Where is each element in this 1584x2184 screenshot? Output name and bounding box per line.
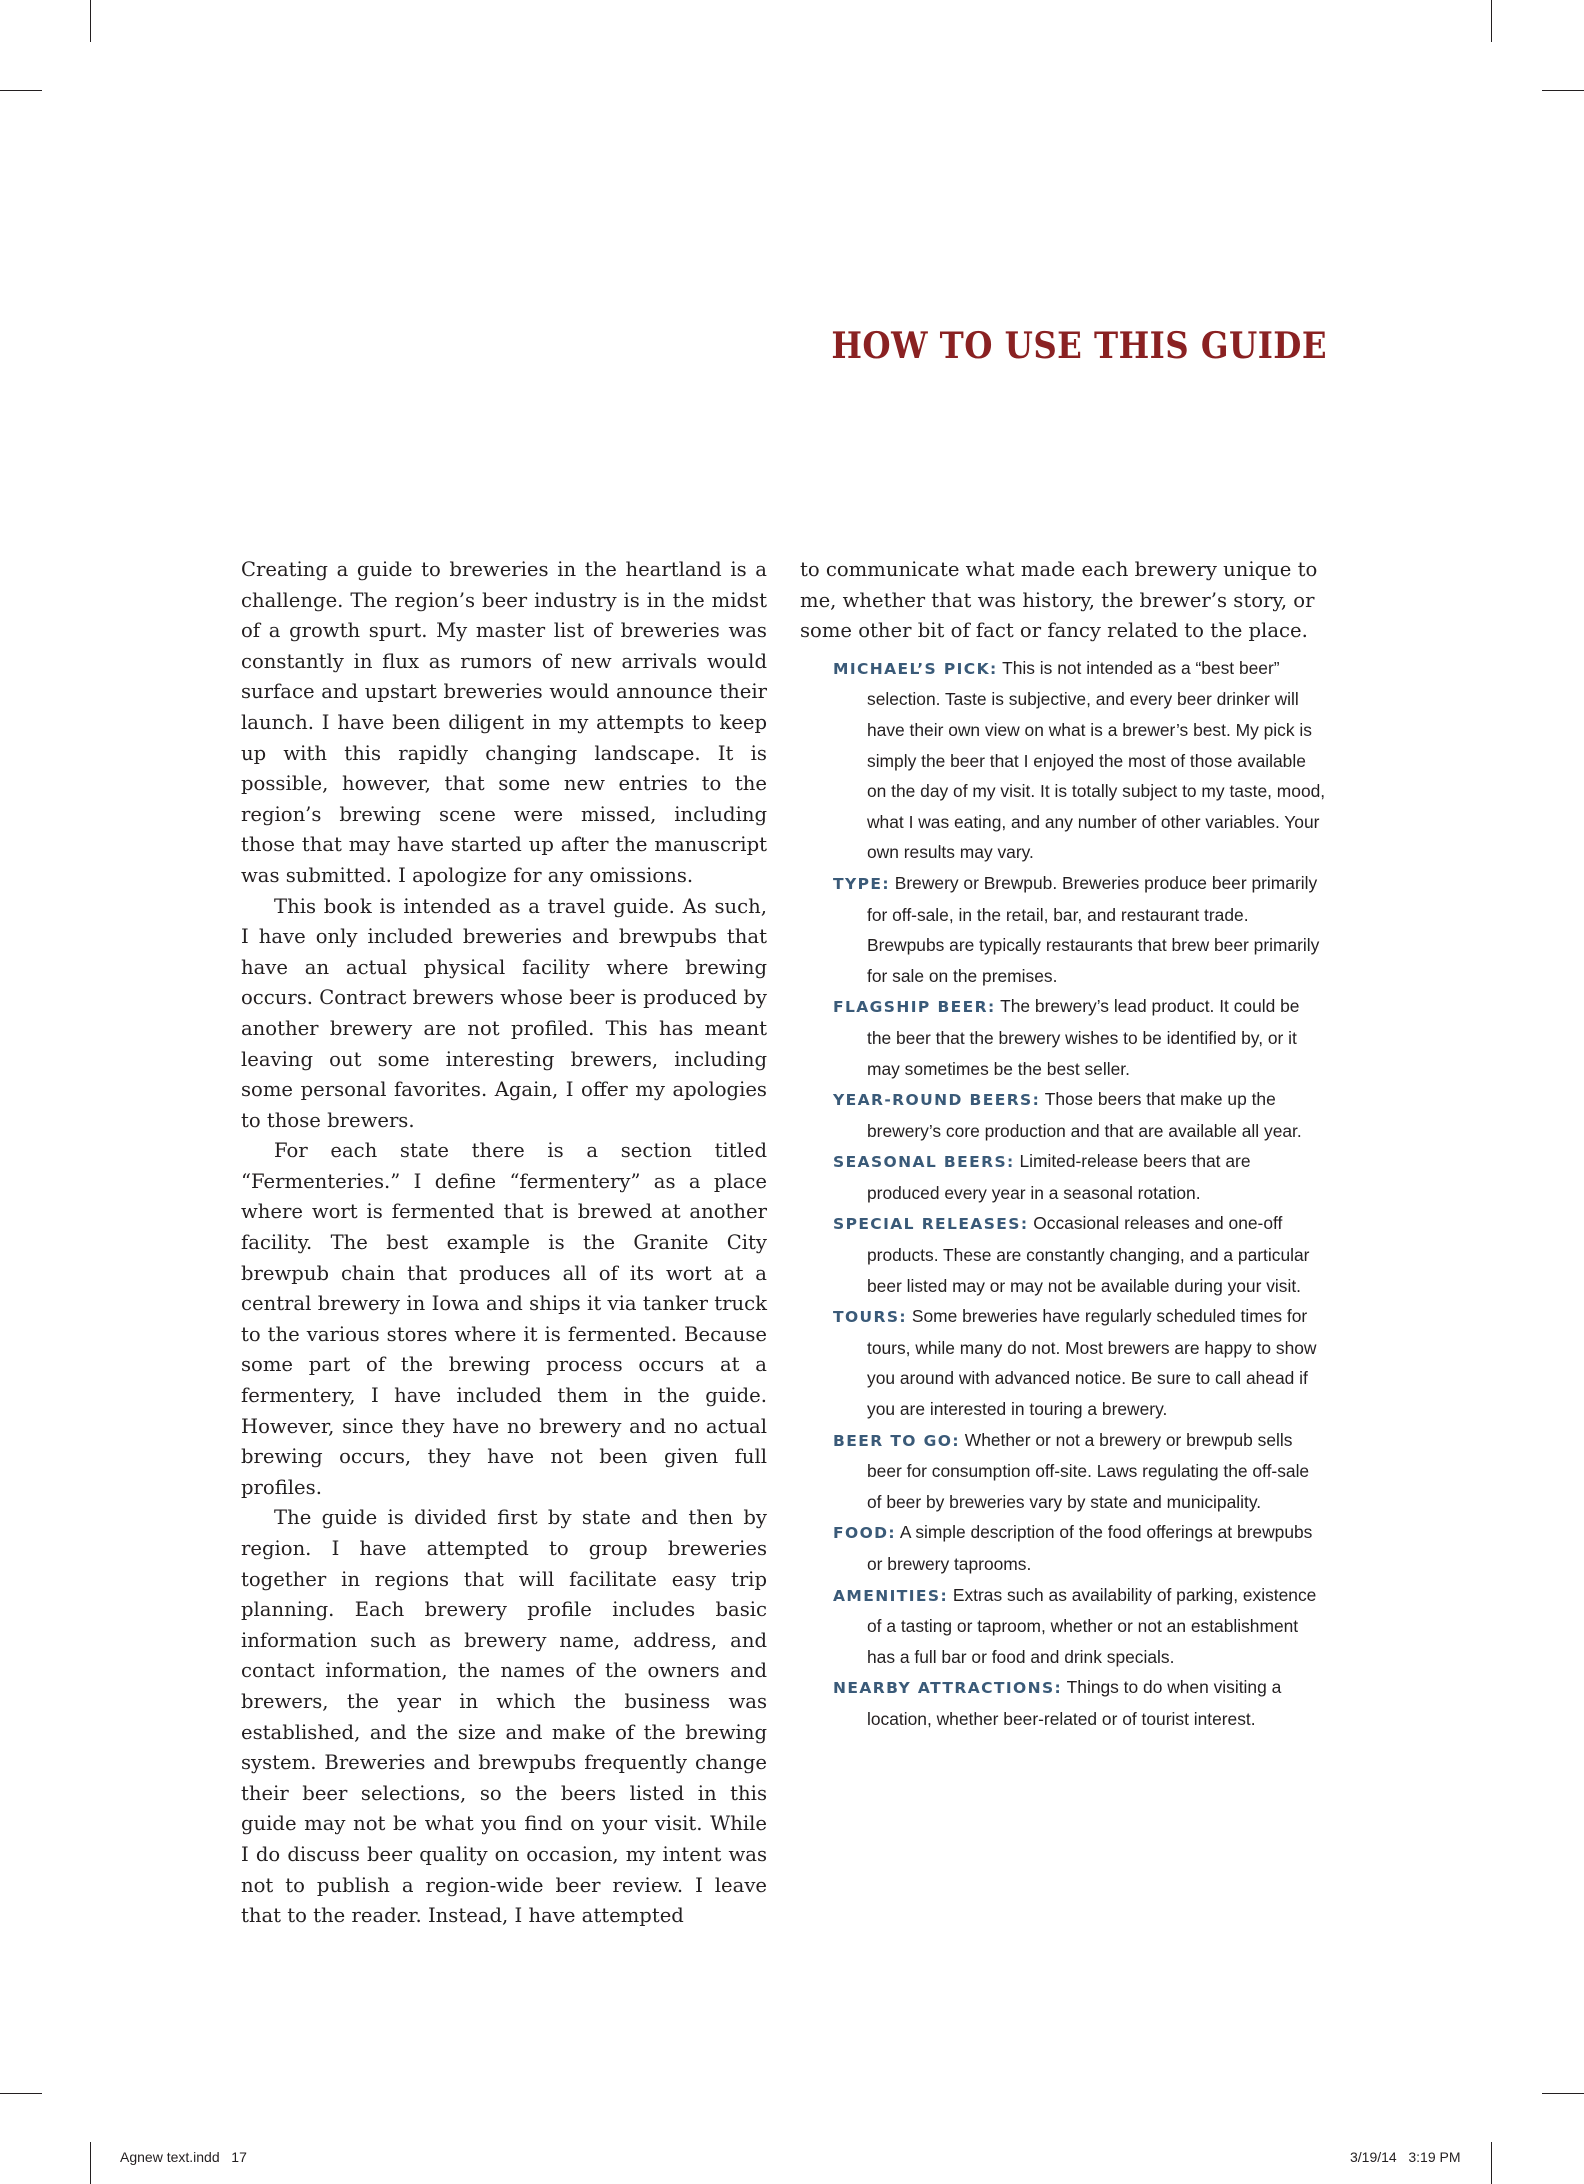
body-paragraph: This book is intended as a travel guide. As such, I have only included breweries and brewpubs that have an actual physical facility where brewing occurs. Contract brewers whose beer is produced by another brewery are not profiled. This has meant leaving out some interesting brewers, including some personal favorites. Again, I offer my apologies to those brewers. <box>241 894 767 1132</box>
definition-term: TYPE: <box>833 874 890 893</box>
definition-term: FLAGSHIP BEER: <box>833 998 996 1017</box>
crop-mark <box>90 2142 91 2184</box>
definition-text: Those beers that make up the brewery’s core production and that are available all year. <box>867 1089 1302 1141</box>
definition-text: Extras such as availability of parking, existence of a tasting or taproom, whether or not an establishment has a full bar or food and drink specials. <box>867 1584 1317 1667</box>
definition-term: FOOD: <box>833 1524 897 1543</box>
definition-text: Occasional releases and one-off products. These are constantly changing, and a particular beer listed may or may not be available during your visit. <box>867 1213 1310 1296</box>
crop-mark <box>90 0 91 42</box>
definition-item <box>833 991 1326 1084</box>
definition-item <box>833 1301 1326 1424</box>
right-column <box>800 555 1326 1735</box>
definition-term: TOURS: <box>833 1308 908 1327</box>
definition-text: The brewery’s lead product. It could be the beer that the brewery wishes to be identified by, or it may sometimes be the best seller. <box>867 996 1300 1079</box>
definition-term: MICHAEL’S PICK: <box>833 659 998 678</box>
definition-term: YEAR-ROUND BEERS: <box>833 1091 1041 1110</box>
left-column <box>241 555 767 1932</box>
definition-text: A simple description of the food offerings at brewpubs or brewery taprooms. <box>867 1522 1313 1574</box>
crop-mark <box>1491 0 1492 42</box>
definition-text: Some breweries have regularly scheduled times for tours, while many do not. Most brewers are happy to show you around with advanced notice. Be sure to call ahead if you are interested in touring a brewery. <box>867 1306 1317 1420</box>
crop-mark <box>1542 90 1584 91</box>
definition-term: NEARBY ATTRACTIONS: <box>833 1679 1063 1698</box>
definition-item <box>833 1146 1326 1208</box>
definition-term: SPECIAL RELEASES: <box>833 1215 1029 1234</box>
crop-mark <box>1491 2142 1492 2184</box>
body-paragraph: Creating a guide to breweries in the heartland is a challenge. The region’s beer industry is in the midst of a growth spurt. My master list of breweries was constantly in flux as rumors of new arrivals would surface and upstart breweries would announce their launch. I have been diligent in my attempts to keep up with this rapidly changing landscape. It is possible, however, that some new entries to the region’s brewing scene were missed, including those that may have started up after the manuscript was submitted. I apologize for any omissions. <box>241 558 767 887</box>
definition-item <box>833 1425 1326 1518</box>
definition-term: BEER TO GO: <box>833 1431 960 1450</box>
body-paragraph: For each state there is a section titled “Fermenteries.” I define “fermentery” as a place where wort is fermented that is brewed at another facility. The best example is the Granite City brewpub chain that produces all of its wort at a central brewery in Iowa and ships it via tanker truck to the various stores where it is fermented. Because some part of the brewing process occurs at a fermentery, I have included them in the guide. However, since they have no brewery and no actual brewing occurs, they have not been given full profiles. <box>241 1139 767 1499</box>
definition-item <box>833 1672 1326 1734</box>
print-timestamp: 3/19/14 3:19 PM <box>1350 2149 1461 2165</box>
definition-item <box>833 1580 1326 1673</box>
definition-item <box>833 1517 1326 1579</box>
file-slug: Agnew text.indd 17 <box>120 2149 247 2165</box>
definition-term: SEASONAL BEERS: <box>833 1153 1015 1172</box>
definition-list <box>800 653 1326 1735</box>
definition-item <box>833 1084 1326 1146</box>
body-paragraph: The guide is divided first by state and then by region. I have attempted to group breweries together in regions that will facilitate easy trip planning. Each brewery profile includes basic information such as brewery name, address, and contact information, the names of the owners and brewers, the year in which the business was established, and the size and make of the brewing system. Breweries and brewpubs frequently change their beer selections, so the beers listed in this guide may not be what you find on your visit. While I do discuss beer quality on occasion, my intent was not to publish a region-wide beer review. I leave that to the reader. Instead, I have attempted <box>241 1506 767 1928</box>
definition-item <box>833 1208 1326 1301</box>
crop-mark <box>0 2093 42 2094</box>
body-paragraph-continued: to communicate what made each brewery unique to me, whether that was history, the brewer’s story, or some other bit of fact or fancy related to the place. <box>800 558 1318 643</box>
definition-term: AMENITIES: <box>833 1586 949 1605</box>
definition-text: Brewery or Brewpub. Breweries produce beer primarily for off-sale, in the retail, bar, and restaurant trade. Brewpubs are typically restaurants that brew beer primarily for sale on the premises. <box>867 872 1320 986</box>
definition-text: Whether or not a brewery or brewpub sells beer for consumption off-site. Laws regulating the off-sale of beer by breweries vary by state and municipality. <box>867 1429 1310 1512</box>
page-title: HOW TO USE THIS GUIDE <box>831 325 1327 367</box>
definition-text: This is not intended as a “best beer” selection. Taste is subjective, and every beer drinker will have their own view on what is a brewer’s best. My pick is simply the beer that I enjoyed the most of those available on the day of my visit. It is totally subject to my taste, mood, what I was eating, and any number of other variables. Your own results may vary. <box>867 657 1326 863</box>
definition-text: Things to do when visiting a location, whether beer-related or of tourist interest. <box>867 1677 1282 1729</box>
crop-mark <box>0 90 42 91</box>
definition-item <box>833 868 1326 991</box>
definition-text: Limited-release beers that are produced every year in a seasonal rotation. <box>867 1151 1251 1203</box>
crop-mark <box>1542 2093 1584 2094</box>
definition-item <box>833 653 1326 868</box>
